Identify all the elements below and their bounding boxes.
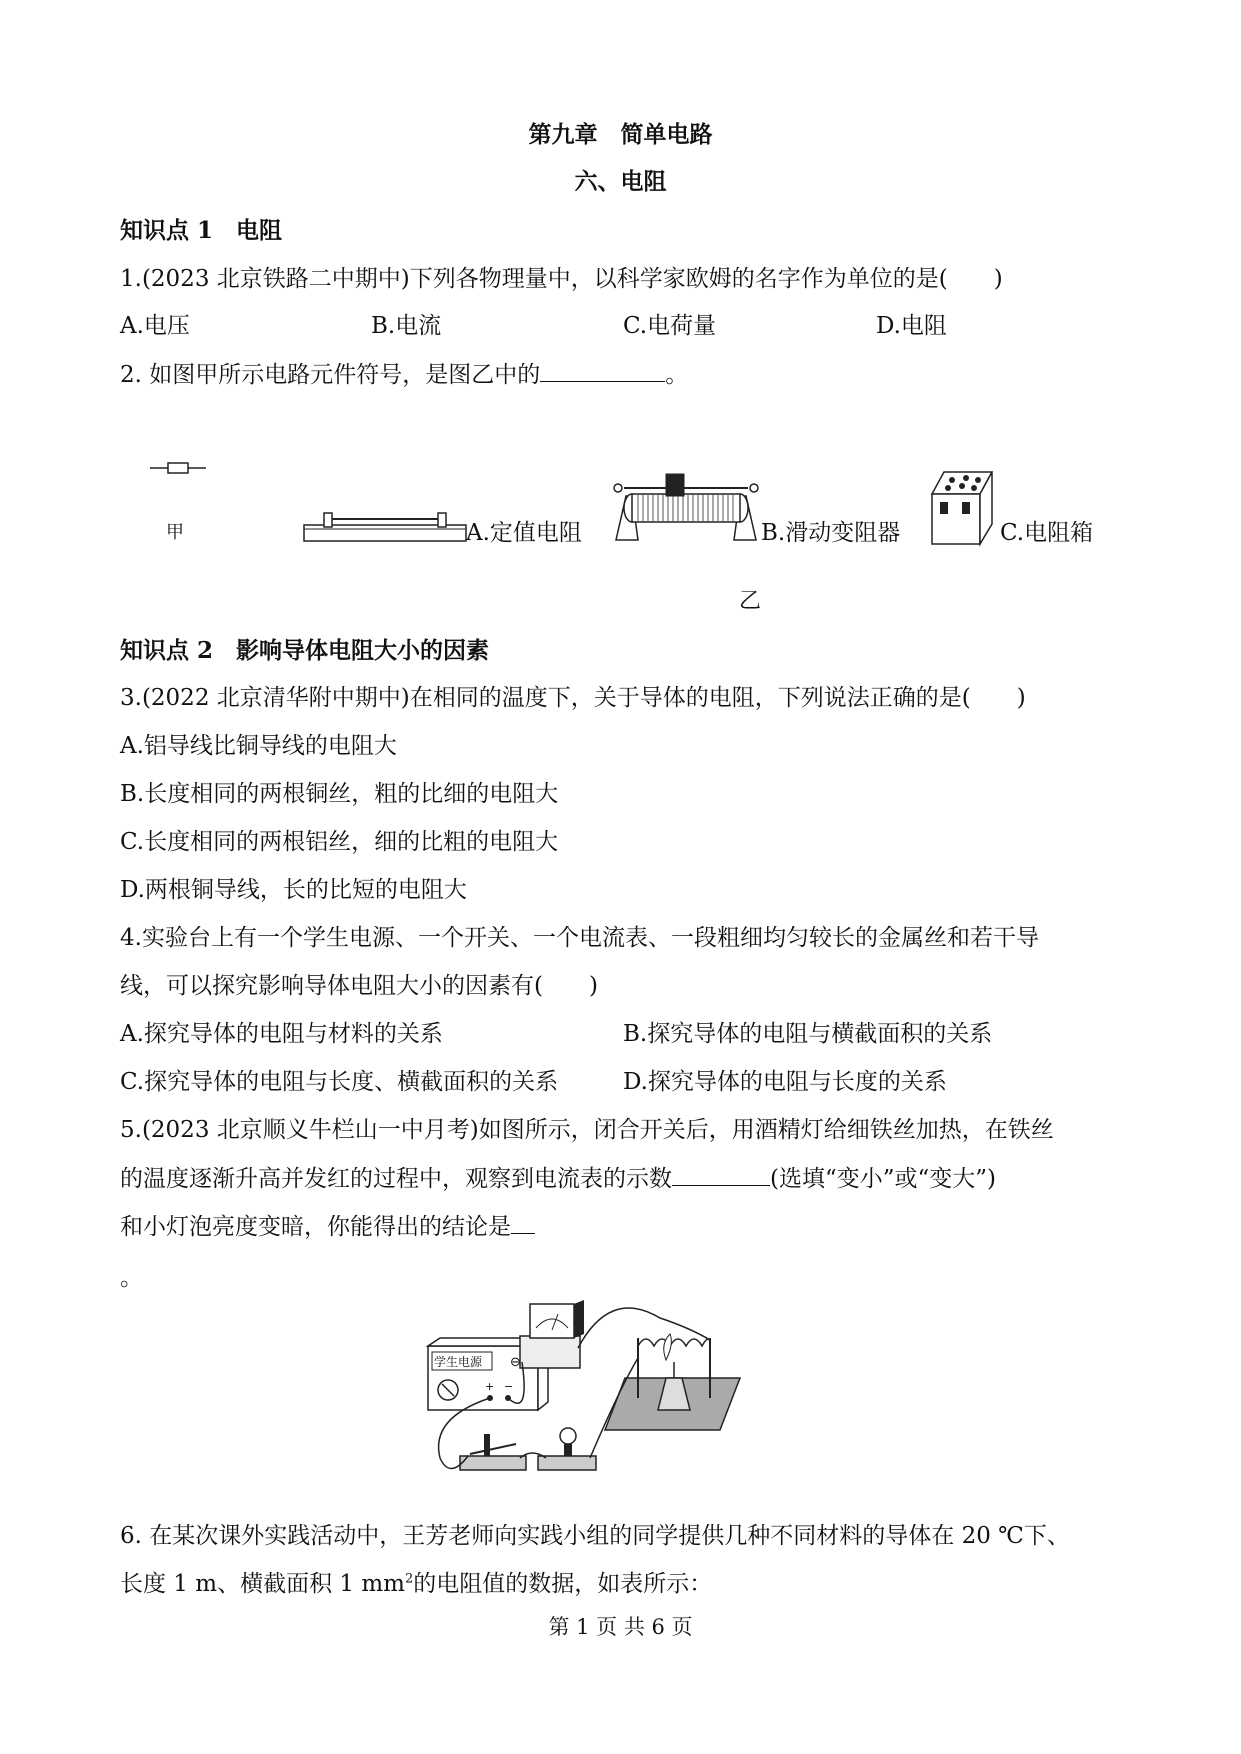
question-3-stem: 3.(2022 北京清华附中期中)在相同的温度下，关于导体的电阻，下列说法正确的是( )	[120, 685, 1026, 711]
q1-option-a: A.电压	[120, 313, 190, 339]
figure-b-label: B.滑动变阻器	[761, 520, 901, 546]
q3-option-c: C.长度相同的两根铝丝，细的比粗的电阻大	[120, 829, 559, 855]
power-supply-label: 学生电源	[434, 1355, 483, 1369]
q5-line-2-end: (选填“变小”或“变大”)	[770, 1166, 996, 1192]
q6-superscript: 2	[404, 1571, 414, 1587]
q1-option-d: D.电阻	[876, 313, 947, 339]
q5-line-2-text: 的温度逐渐升高并发红的过程中，观察到电流表的示数	[120, 1166, 672, 1192]
fixed-resistor-figure	[302, 505, 468, 545]
q2-stem-text: 2. 如图甲所示电路元件符号，是图乙中的	[120, 362, 541, 388]
figure-a-label: A.定值电阻	[466, 520, 582, 546]
q4-option-c: C.探究导体的电阻与长度、横截面积的关系	[120, 1069, 559, 1095]
question-2-stem	[120, 359, 688, 390]
figure-c-label: C.电阻箱	[1000, 520, 1094, 546]
sliding-rheostat-figure	[610, 466, 760, 558]
resistor-symbol-figure	[150, 458, 210, 478]
chapter-title: 第九章 简单电路	[528, 121, 713, 148]
section-title: 六、电阻	[574, 168, 667, 195]
q2-stem-end: 。	[665, 362, 689, 388]
q4-option-b: B.探究导体的电阻与横截面积的关系	[623, 1021, 993, 1047]
question-5-line-2	[120, 1163, 996, 1194]
figure-jia-label: 甲	[166, 522, 184, 543]
question-5-line-1: 5.(2023 北京顺义牛栏山一中月考)如图所示，闭合开关后，用酒精灯给细铁丝加热，在铁丝	[120, 1117, 1054, 1143]
question-1-stem: 1.(2023 北京铁路二中期中)下列各物理量中，以科学家欧姆的名字作为单位的是( )	[120, 266, 1003, 292]
page-footer: 第 1 页 共 6 页	[548, 1615, 693, 1639]
power-off-symbol: ⊖	[510, 1355, 521, 1370]
question-6-line-1: 6. 在某次课外实践活动中，王芳老师向实践小组的同学提供几种不同材料的导体在 20 ℃下、	[120, 1523, 1070, 1549]
knowledge-point-2: 知识点 2 影响导体电阻大小的因素	[120, 637, 490, 664]
question-5-line-3	[120, 1211, 535, 1242]
q6-line-2-end: 的电阻值的数据，如表所示：	[413, 1571, 713, 1597]
q3-option-b: B.长度相同的两根铜丝，粗的比细的电阻大	[120, 781, 559, 807]
question-4-line-2: 线，可以探究影响导体电阻大小的因素有( )	[120, 973, 598, 999]
positive-terminal-label: +	[485, 1380, 495, 1393]
q6-line-2-text: 长度 1 m、横截面积 1 mm	[120, 1571, 405, 1597]
q3-option-a: A.铝导线比铜导线的电阻大	[120, 733, 397, 759]
q4-option-a: A.探究导体的电阻与材料的关系	[120, 1021, 443, 1047]
circuit-experiment-figure	[420, 1298, 820, 1483]
knowledge-point-1: 知识点 1 电阻	[120, 217, 283, 244]
q2-answer-blank	[540, 359, 665, 382]
q5-line-3-text: 和小灯泡亮度变暗，你能得出的结论是	[120, 1214, 511, 1240]
figure-yi-label: 乙	[739, 589, 762, 614]
question-5-line-4: 。	[120, 1265, 143, 1291]
question-6-line-2	[120, 1569, 712, 1599]
q5-answer-blank-1	[672, 1163, 770, 1186]
resistance-box-figure	[930, 468, 994, 548]
q1-option-c: C.电荷量	[623, 313, 717, 339]
q5-answer-blank-2	[511, 1211, 535, 1234]
q1-option-b: B.电流	[371, 313, 442, 339]
q4-option-d: D.探究导体的电阻与长度的关系	[623, 1069, 947, 1095]
q3-option-d: D.两根铜导线，长的比短的电阻大	[120, 877, 467, 903]
question-4-line-1: 4.实验台上有一个学生电源、一个开关、一个电流表、一段粗细均匀较长的金属丝和若干导	[120, 925, 1039, 951]
negative-terminal-label: −	[504, 1380, 514, 1393]
